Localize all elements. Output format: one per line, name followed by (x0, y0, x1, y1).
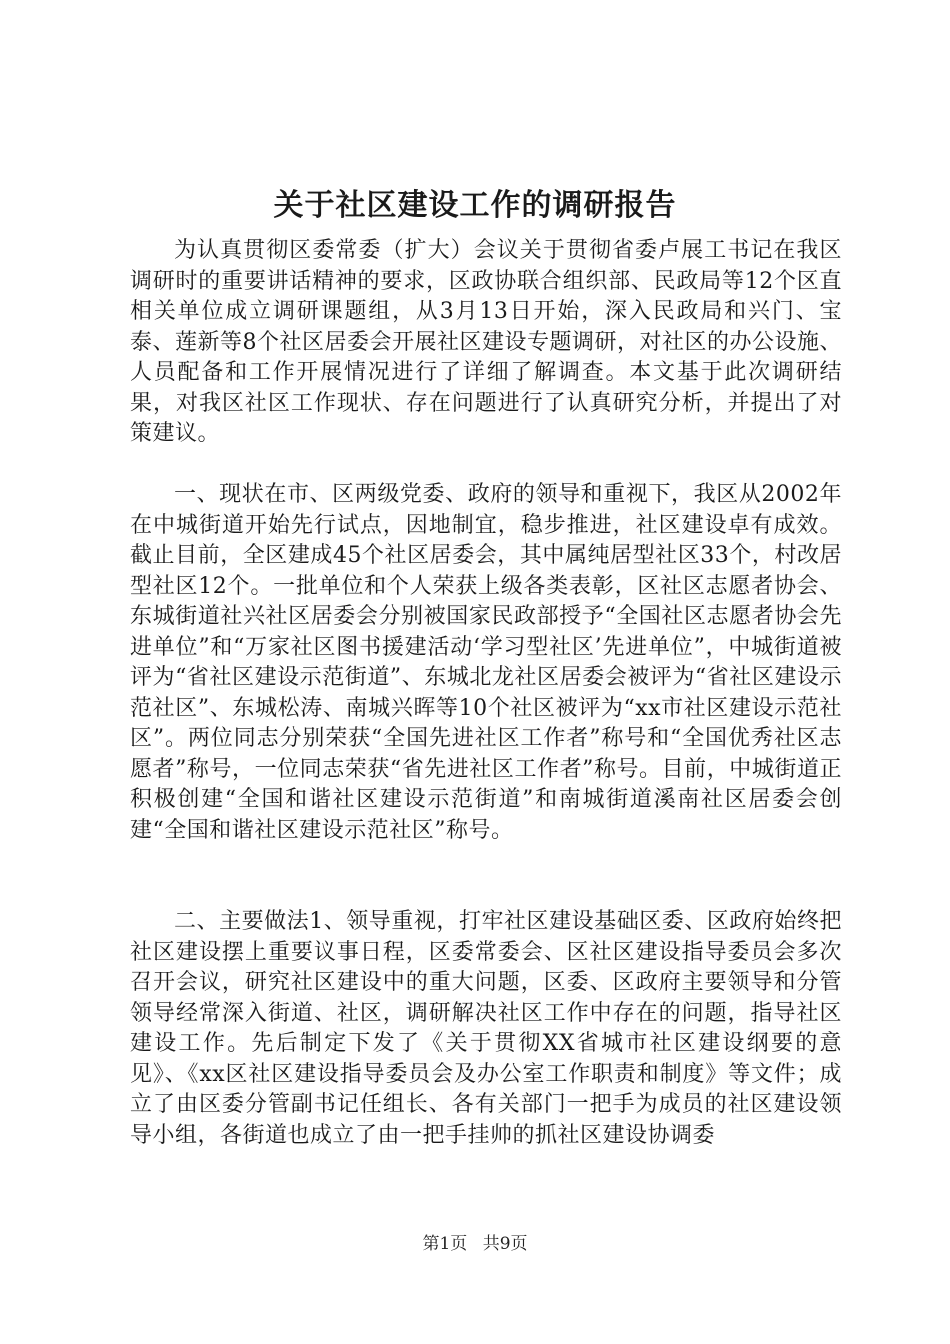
paragraph-main-practices: 二、主要做法1、领导重视，打牢社区建设基础区委、区政府始终把社区建设摆上重要议事日程，区委常委会、区社区建设指导委员会多次召开会议，研究社区建设中的重大问题，区委、区政府主要领导和分管领导经常深入街道、社区，调研解决社区工作中存在的问题，指导社区建设工作。先后制定下发了《关于贯彻XX省城市社区建设纲要的意见》、《xx区社区建设指导委员会及办公室工作职责和制度》等文件；成立了由区委分管副书记任组长、各有关部门一把手为成员的社区建设领导小组，各街道也成立了由一把手挂帅的抓社区建设协调委 (130, 909, 842, 1148)
document-title: 关于社区建设工作的调研报告 (273, 188, 677, 223)
page-total: 共9页 (482, 1234, 528, 1254)
paragraph-current-status: 一、现状在市、区两级党委、政府的领导和重视下，我区从2002年在中城街道开始先行试点，因地制宜，稳步推进，社区建设卓有成效。截止目前，全区建成45个社区居委会，其中属纯居型社区33个，村改居型社区12个。一批单位和个人荣获上级各类表彰，区社区志愿者协会、东城街道社兴社区居委会分别被国家民政部授予“全国社区志愿者协会先进单位”和“万家社区图书援建活动‘学习型社区’先进单位”，中城街道被评为“省社区建设示范街道”、东城北龙社区居委会被评为“省社区建设示范社区”、东城松涛、南城兴晖等10个社区被评为“xx市社区建设示范社区”。两位同志分别荣获“全国先进社区工作者”称号和“全国优秀社区志愿者”称号，一位同志荣获“省先进社区工作者”称号。目前，中城街道正积极创建“全国和谐社区建设示范街道”和南城街道溪南社区居委会创建“全国和谐社区建设示范社区”称号。 (130, 482, 842, 843)
page-number: 第1页 (422, 1234, 468, 1254)
page-footer (0, 1232, 950, 1256)
paragraph-intro: 为认真贯彻区委常委（扩大）会议关于贯彻省委卢展工书记在我区调研时的重要讲话精神的要求，区政协联合组织部、民政局等12个区直相关单位成立调研课题组，从3月13日开始，深入民政局和兴门、宝泰、莲新等8个社区居委会开展社区建设专题调研，对社区的办公设施、人员配备和工作开展情况进行了详细了解调查。本文基于此次调研结果，对我区社区工作现状、存在问题进行了认真研究分析，并提出了对策建议。 (130, 238, 842, 446)
